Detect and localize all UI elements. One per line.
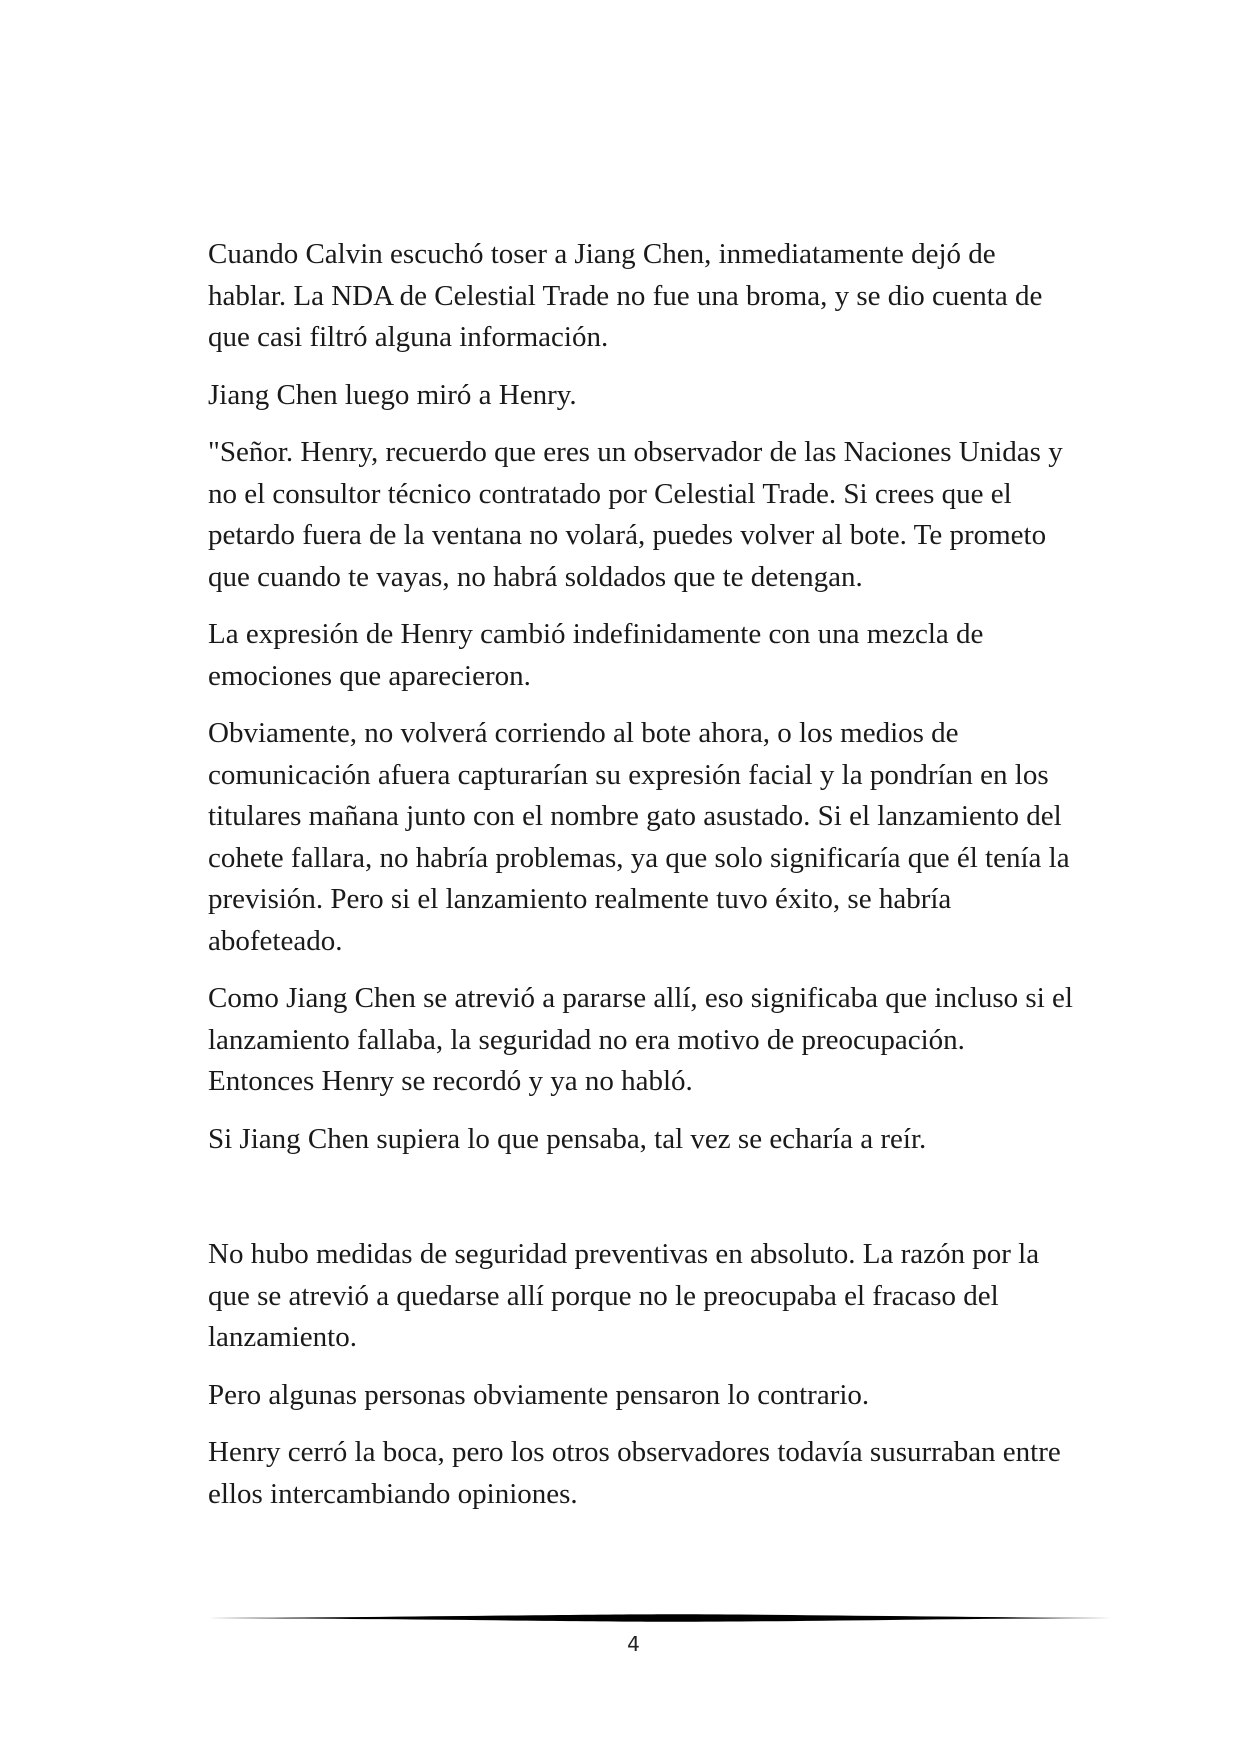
paragraph: "Señor. Henry, recuerdo que eres un observador de las Naciones Unidas y no el consultor técnico contratado por Celestial Trade. Si crees que el petardo fuera de la ventana no volará, puedes volver al bote. Te prometo que cuando te vayas, no habrá soldados que te detengan. xyxy=(208,436,1063,593)
paragraph: No hubo medidas de seguridad preventivas en absoluto. La razón por la que se atrevió a quedarse allí porque no le preocupaba el fracaso del lanzamiento. xyxy=(208,1238,1040,1353)
footer-divider xyxy=(208,1613,1112,1623)
paragraph: Obviamente, no volverá corriendo al bote ahora, o los medios de comunicación afuera capturarían su expresión facial y la pondrían en los titulares mañana junto con el nombre gato asustado. Si el lanzamiento del cohete fallara, no habría problemas, ya que solo significaría que él tenía la previsión. Pero si el lanzamiento realmente tuvo éxito, se habría abofeteado. xyxy=(208,717,1070,957)
paragraph: La expresión de Henry cambió indefinidamente con una mezcla de emociones que aparecieron. xyxy=(208,618,984,692)
paragraph: Cuando Calvin escuchó toser a Jiang Chen, inmediatamente dejó de hablar. La NDA de Celestial Trade no fue una broma, y se dio cuenta de que casi filtró alguna información. xyxy=(208,238,1043,353)
body-text xyxy=(208,234,1078,1531)
paragraph: Jiang Chen luego miró a Henry. xyxy=(208,378,577,411)
page-number-text: 4 xyxy=(627,1632,640,1656)
paragraph: Pero algunas personas obviamente pensaron lo contrario. xyxy=(208,1378,870,1411)
paragraph: Como Jiang Chen se atrevió a pararse allí, eso significaba que incluso si el lanzamiento fallaba, la seguridad no era motivo de preocupación. Entonces Henry se recordó y ya no habló. xyxy=(208,982,1073,1097)
page-number xyxy=(0,1632,1241,1656)
paragraph: Henry cerró la boca, pero los otros observadores todavía susurraban entre ellos intercambiando opiniones. xyxy=(208,1436,1061,1510)
footer-divider-stroke xyxy=(208,1614,1112,1622)
paragraph: Si Jiang Chen supiera lo que pensaba, tal vez se echaría a reír. xyxy=(208,1122,927,1155)
